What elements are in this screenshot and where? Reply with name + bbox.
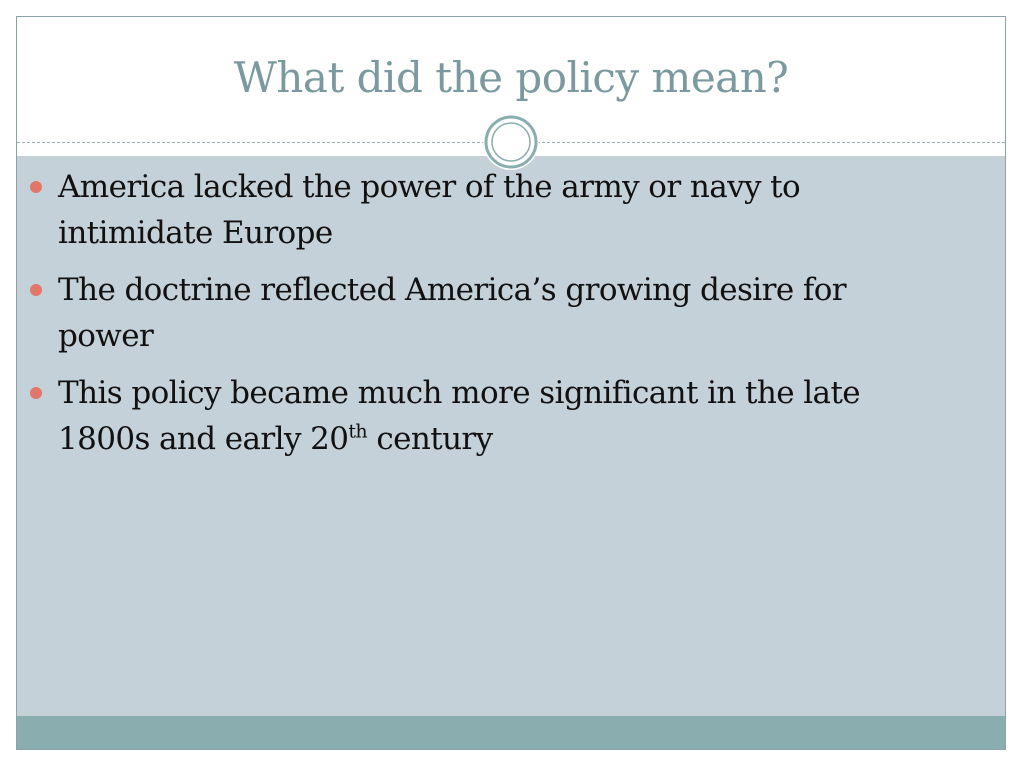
bullet-dot-icon bbox=[30, 387, 42, 399]
bullet-list bbox=[30, 164, 950, 473]
slide-title: What did the policy mean? bbox=[233, 53, 789, 102]
footer-band bbox=[17, 716, 1005, 750]
bullet-text: This policy became much more significant in the late 1800s and early 20 bbox=[58, 375, 861, 457]
list-item bbox=[30, 267, 950, 359]
ring-ornament-icon bbox=[483, 114, 539, 170]
bullet-dot-icon bbox=[30, 181, 42, 193]
ordinal-superscript: th bbox=[348, 420, 368, 443]
bullet-text: The doctrine reflected America’s growing desire for power bbox=[58, 272, 846, 354]
bullet-text-end: century bbox=[367, 421, 493, 457]
bullet-text: America lacked the power of the army or navy to intimidate Europe bbox=[58, 169, 801, 251]
list-item bbox=[30, 164, 950, 256]
bullet-dot-icon bbox=[30, 284, 42, 296]
list-item bbox=[30, 370, 950, 462]
